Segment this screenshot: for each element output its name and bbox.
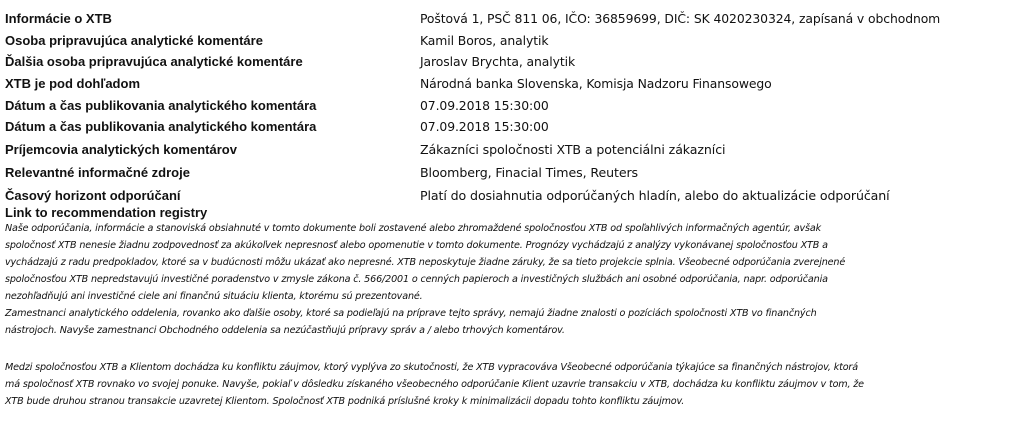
row-label: Relevantné informačné zdroje: [5, 164, 190, 180]
info-row-company: [5, 8, 1015, 30]
info-row-coauthor: [5, 51, 1015, 73]
conflict-line: Medzi spoločnosťou XTB a Klientom dochádza ku konfliktu záujmov, ktorý vyplýva zo skutočnosti, že XTB vypracováva Všeobecné odporúčania týkajúce sa finančných nástrojov, ktorá: [5, 362, 858, 373]
row-label: Dátum a čas publikovania analytického komentára: [5, 97, 317, 113]
row-label: Príjemcovia analytických komentárov: [5, 141, 237, 157]
recommendation-registry-link[interactable]: Link to recommendation registry: [5, 205, 208, 220]
info-row-supervisor: [5, 73, 1015, 95]
row-value: Bloomberg, Finacial Times, Reuters: [420, 164, 639, 180]
disclaimer-line: Zamestnanci analytického oddelenia, rovanko ako ďalšie osoby, ktoré sa podieľajú na príprave tejto správy, nemajú žiadne znalosti o pozíciách spoločnosti XTB vo finančných: [5, 308, 817, 319]
info-row-recipients: [5, 138, 1015, 161]
disclaimer-line: nezohľadňujú ani investičné ciele ani finančnú situáciu klienta, ktorému sú prezentované.: [5, 291, 423, 302]
row-label: Časový horizont odporúčaní: [5, 187, 181, 203]
row-label: XTB je pod dohľadom: [5, 76, 141, 92]
row-label: Informácie o XTB: [5, 11, 112, 27]
disclaimer-line: spoločnosťou XTB nepredstavujú investičné poradenstvo v zmysle zákona č. 566/2001 o cenných papieroch a investičných službách ani osobné odporúčania, napr. odporúčania: [5, 274, 828, 285]
disclaimer-line: Naše odporúčania, informácie a stanoviská obsiahnuté v tomto dokumente boli zostavené alebo zhromaždené spoločnosťou XTB od spoľahlivých informačných agentúr, avšak: [5, 223, 822, 234]
conflict-line: má spoločnosť XTB rovnako vo svojej ponuke. Navyše, pokiaľ v dôsledku získaného všeobecného odporúčanie Klient uzavrie transakciu v XTB, dochádza ku konfliktu záujmov v tom, že: [5, 379, 864, 390]
paragraph-gap: [5, 339, 1015, 359]
row-value: Národná banka Slovenska, Komisja Nadzoru Finansowego: [420, 76, 772, 92]
row-label: Ďalšia osoba pripravujúca analytické komentáre: [5, 54, 303, 70]
disclaimer-text: [5, 220, 1015, 410]
row-label: Dátum a čas publikovania analytického komentára: [5, 119, 317, 135]
row-value: Poštová 1, PSČ 811 06, IČO: 36859699, DIČ: SK 4020230324, zapísaná v obchodnom: [420, 11, 941, 27]
row-value: 07.09.2018 15:30:00: [420, 119, 549, 135]
info-row-publish-date: [5, 94, 1015, 116]
info-row-horizon: [5, 184, 1015, 207]
info-row-publish-date-2: [5, 116, 1015, 138]
row-value: Zákazníci spoločnosti XTB a potenciálni zákazníci: [420, 141, 726, 157]
disclaimer-line: spoločnosť XTB nenesie žiadnu zodpovednosť za akúkoľvek nepresnosť alebo opomenutie v tomto dokumente. Prognózy vychádzajú z analýzy vykonávanej spoločnosťou XTB a: [5, 240, 828, 251]
conflict-line: XTB bude druhou stranou transakcie uzavretej Klientom. Spoločnosť XTB podniká príslušné kroky k minimalizácii dopadu tohto konfliktu záujmov.: [5, 396, 685, 407]
disclaimer-line: nástrojoch. Navyše zamestnanci Obchodného oddelenia sa nezúčastňujú prípravy správ a / alebo trhových komentárov.: [5, 325, 565, 336]
row-value: Jaroslav Brychta, analytik: [420, 54, 576, 70]
info-row-author: [5, 30, 1015, 52]
row-value: Platí do dosiahnutia odporúčaných hladín, alebo do aktualizácie odporúčaní: [420, 187, 890, 203]
disclaimer-line: vychádzajú z radu predpokladov, ktoré sa v budúcnosti môžu ukázať ako nepresné. XTB neposkytuje žiadne záruky, že sa tieto projekcie splnia. Všeobecné odporúčania zverejnené: [5, 257, 846, 268]
info-row-sources: [5, 161, 1015, 184]
row-value: 07.09.2018 15:30:00: [420, 97, 549, 113]
row-value: Kamil Boros, analytik: [420, 32, 549, 48]
info-table: [5, 8, 1015, 207]
row-label: Osoba pripravujúca analytické komentáre: [5, 32, 263, 48]
